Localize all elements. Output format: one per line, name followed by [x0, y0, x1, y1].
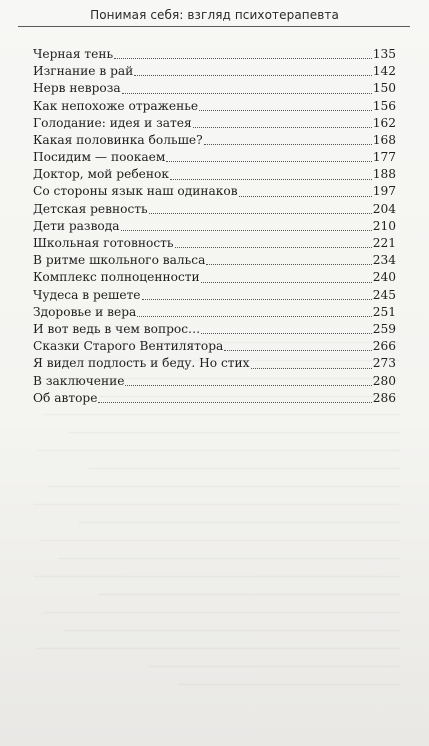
toc-leader-dots — [149, 213, 372, 214]
toc-entry-page: 251 — [372, 304, 396, 319]
show-through-line — [37, 648, 399, 649]
show-through-line — [149, 666, 399, 667]
toc-leader-dots — [114, 58, 372, 59]
toc-leader-dots — [137, 316, 371, 317]
show-through-line — [34, 504, 399, 505]
toc-entry — [33, 115, 396, 132]
show-through-line — [34, 576, 399, 577]
toc-entry — [33, 201, 396, 218]
toc-entry-title: В заключение — [33, 373, 125, 388]
toc-entry — [33, 321, 396, 338]
toc-entry-title: Нерв невроза — [33, 81, 121, 96]
toc-entry-title: Со стороны язык наш одинаков — [33, 184, 238, 199]
header-rule — [18, 26, 410, 27]
toc-entry — [33, 235, 396, 252]
toc-entry — [33, 218, 396, 235]
toc-leader-dots — [98, 402, 371, 403]
toc-entry — [33, 184, 396, 201]
toc-entry-page: 188 — [372, 167, 396, 182]
toc-entry — [33, 338, 396, 355]
toc-entry-title: Чудеса в решете — [33, 287, 141, 302]
toc-leader-dots — [224, 350, 371, 351]
show-through-line — [89, 468, 399, 469]
toc-entry-page: 221 — [372, 236, 396, 251]
toc-leader-dots — [206, 264, 371, 265]
table-of-contents — [33, 46, 396, 407]
running-header: Понимая себя: взгляд психотерапевта — [90, 8, 339, 22]
toc-entry — [33, 287, 396, 304]
toc-leader-dots — [199, 110, 372, 111]
toc-entry-page: 240 — [372, 270, 396, 285]
toc-leader-dots — [142, 299, 372, 300]
toc-leader-dots — [166, 161, 371, 162]
toc-entry — [33, 373, 396, 390]
toc-entry-title: Доктор, мой ребенок — [33, 167, 169, 182]
toc-entry-page: 266 — [372, 339, 396, 354]
toc-entry-title: В ритме школьного вальса — [33, 253, 206, 268]
toc-entry-title: Комплекс полноценности — [33, 270, 200, 285]
toc-entry — [33, 252, 396, 269]
toc-leader-dots — [125, 385, 371, 386]
toc-entry-title: Изгнание в рай — [33, 64, 134, 79]
toc-leader-dots — [193, 127, 372, 128]
show-through-line — [59, 558, 399, 559]
toc-entry-page: 210 — [372, 218, 396, 233]
toc-entry-page: 204 — [372, 201, 396, 216]
show-through-line — [79, 522, 399, 523]
toc-entry-page: 150 — [372, 81, 396, 96]
toc-leader-dots — [175, 247, 372, 248]
toc-entry — [33, 304, 396, 321]
toc-leader-dots — [201, 282, 372, 283]
show-through-line — [69, 432, 399, 433]
toc-leader-dots — [122, 93, 372, 94]
toc-entry-title: Дети развода — [33, 218, 120, 233]
toc-entry-page: 197 — [372, 184, 396, 199]
toc-entry-title: Как непохоже отраженье — [33, 98, 199, 113]
toc-entry-page: 259 — [372, 321, 396, 336]
toc-entry-page: 142 — [372, 64, 396, 79]
toc-entry-page: 273 — [372, 356, 396, 371]
toc-entry — [33, 63, 396, 80]
show-through-line — [44, 612, 399, 613]
toc-entry — [33, 98, 396, 115]
toc-entry-title: Об авторе — [33, 390, 98, 405]
toc-leader-dots — [251, 368, 372, 369]
toc-entry-page: 168 — [372, 132, 396, 147]
toc-entry-title: Сказки Старого Вентилятора — [33, 339, 224, 354]
toc-entry-title: И вот ведь в чем вопрос… — [33, 321, 201, 336]
toc-entry-page: 162 — [372, 115, 396, 130]
toc-entry — [33, 355, 396, 372]
toc-entry-title: Посидим — поокаем — [33, 150, 166, 165]
toc-entry — [33, 166, 396, 183]
toc-leader-dots — [204, 144, 372, 145]
toc-entry — [33, 80, 396, 97]
toc-entry-title: Черная тень — [33, 46, 114, 61]
toc-entry — [33, 269, 396, 286]
toc-entry-page: 177 — [372, 150, 396, 165]
show-through-line — [44, 414, 399, 415]
toc-entry-page: 286 — [372, 390, 396, 405]
toc-entry-page: 234 — [372, 253, 396, 268]
toc-entry-title: Детская ревность — [33, 201, 148, 216]
show-through-line — [64, 630, 399, 631]
show-through-line — [37, 450, 399, 451]
toc-entry-title: Здоровье и вера — [33, 304, 137, 319]
toc-entry — [33, 46, 396, 63]
toc-leader-dots — [239, 196, 372, 197]
toc-leader-dots — [134, 75, 371, 76]
toc-leader-dots — [170, 179, 372, 180]
toc-leader-dots — [121, 230, 372, 231]
toc-leader-dots — [201, 333, 371, 334]
toc-entry-title: Голодание: идея и затея — [33, 115, 192, 130]
toc-entry-title: Я видел подлость и беду. Но стих — [33, 356, 250, 371]
toc-entry-page: 156 — [372, 98, 396, 113]
show-through-line — [99, 594, 399, 595]
toc-entry-title: Школьная готовность — [33, 236, 174, 251]
toc-entry-title: Какая половинка больше? — [33, 132, 203, 147]
toc-entry-page: 280 — [372, 373, 396, 388]
show-through-line — [49, 486, 399, 487]
show-through-line — [41, 540, 399, 541]
toc-entry — [33, 149, 396, 166]
toc-entry — [33, 132, 396, 149]
toc-entry-page: 245 — [372, 287, 396, 302]
show-through-line — [179, 684, 399, 685]
toc-entry — [33, 390, 396, 407]
toc-entry-page: 135 — [372, 46, 396, 61]
